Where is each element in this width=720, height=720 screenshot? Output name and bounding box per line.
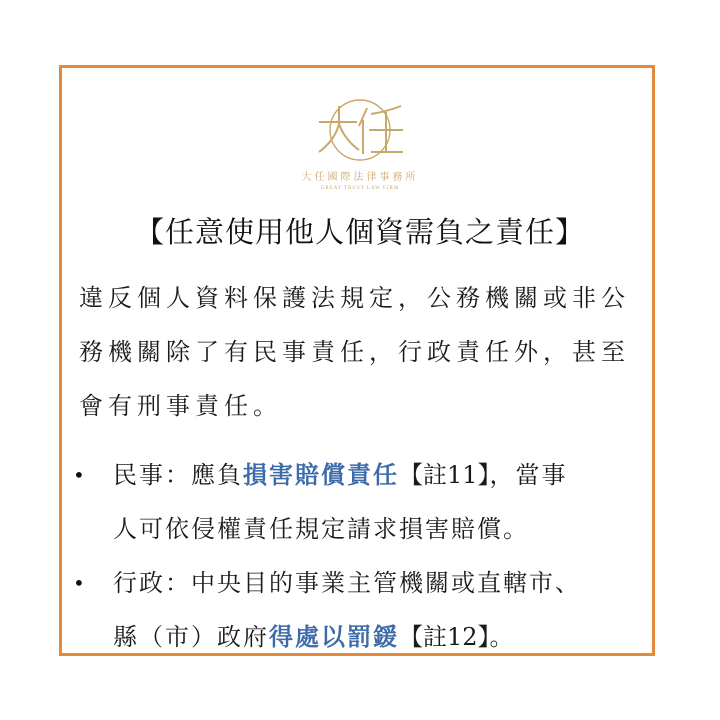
firm-name-en: GREAT TRUST LAW FIRM bbox=[320, 186, 400, 191]
footnote-ref: 【註12】 bbox=[399, 623, 490, 651]
bullet-line: 人可依侵權責任規定請求損害賠償。 bbox=[113, 515, 529, 543]
bullet-item-administrative bbox=[113, 556, 658, 664]
footnote-ref: 【註11】 bbox=[399, 461, 490, 489]
bullet-marker: • bbox=[73, 571, 85, 595]
bullet-text: ，當事 bbox=[489, 461, 568, 489]
bullet-line bbox=[113, 610, 658, 664]
paragraph-line: 違反個人資料保護法規定，公務機關或非公 bbox=[79, 284, 630, 312]
intro-paragraph bbox=[79, 271, 659, 433]
bullet-text: 。 bbox=[489, 623, 516, 651]
highlight-text: 得處以罰鍰 bbox=[269, 622, 399, 651]
page-title: 【任意使用他人個資需負之責任】 bbox=[134, 215, 585, 249]
bullet-text: 縣（市）政府 bbox=[113, 623, 269, 651]
bullet-item-civil bbox=[113, 448, 658, 556]
bullet-text: 民事：應負 bbox=[113, 461, 243, 489]
bullet-line bbox=[113, 448, 658, 502]
firm-logo-mark-icon bbox=[305, 92, 415, 162]
paragraph-line: 會有刑事責任。 bbox=[79, 392, 282, 420]
bullet-marker: • bbox=[73, 463, 85, 487]
paragraph-line: 務機關除了有民事責任，行政責任外，甚至 bbox=[79, 338, 630, 366]
firm-name-zh: 大任國際法律事務所 bbox=[301, 172, 419, 183]
bullet-line: 行政：中央目的事業主管機關或直轄市、 bbox=[113, 569, 581, 597]
firm-logo bbox=[0, 92, 720, 191]
highlight-text: 損害賠償責任 bbox=[243, 460, 399, 489]
